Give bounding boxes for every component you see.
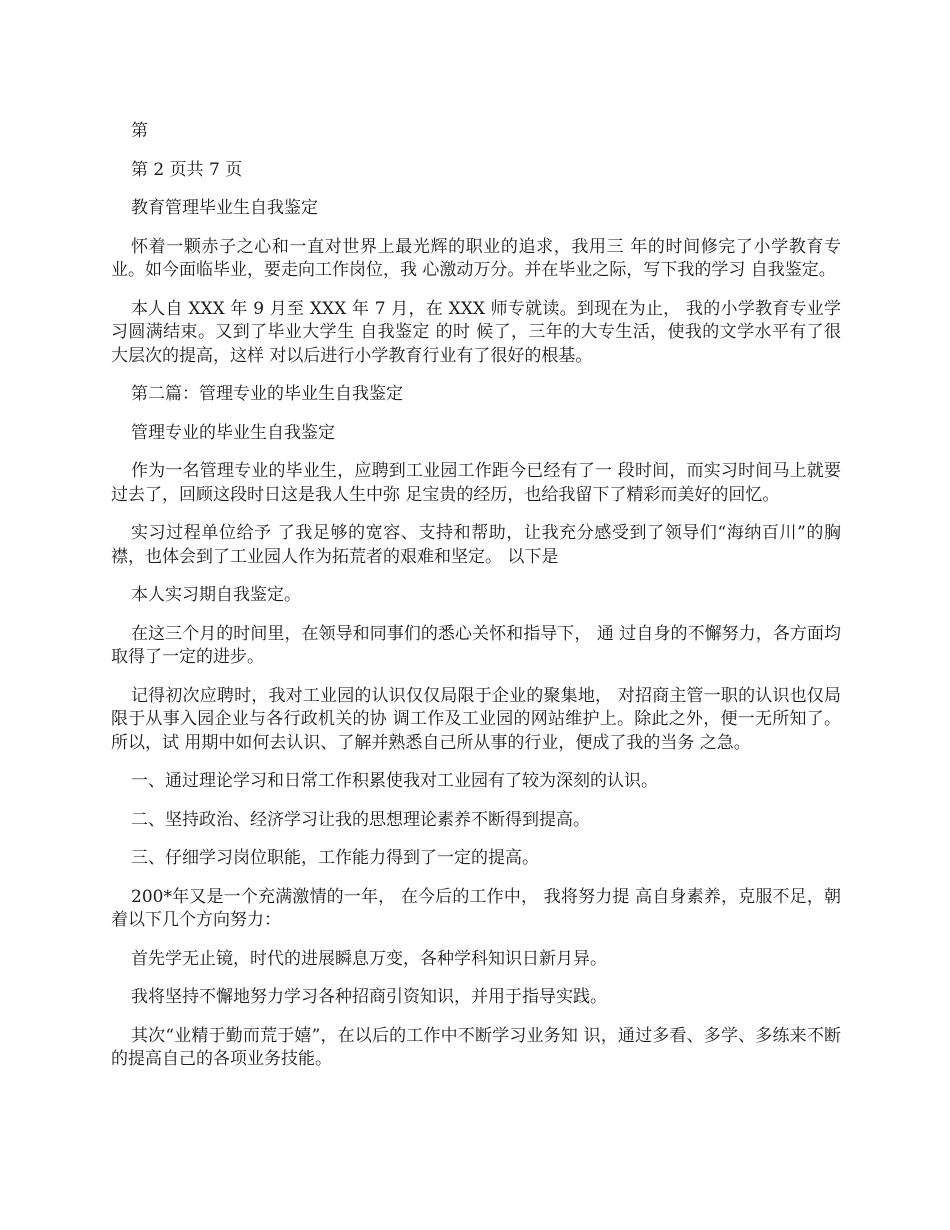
- body-paragraph: 作为一名管理专业的毕业生，应聘到工业园工作距今已经有了一 段时间，而实习时间马上就要过去了，回顾这段时日这是我人生中弥 足宝贵的经历，也给我留下了精彩而美好的回忆。: [111, 461, 841, 505]
- section-title: 教育管理毕业生自我鉴定: [131, 198, 318, 218]
- body-paragraph: 200*年又是一个充满激情的一年， 在今后的工作中， 我将努力提 高自身素养，克服不足，朝着以下几个方向努力：: [111, 886, 841, 930]
- list-item: 一、通过理论学习和日常工作积累使我对工业园有了较为深刻的认识。: [131, 771, 658, 791]
- list-item: 三、仔细学习岗位职能，工作能力得到了一定的提高。: [131, 848, 539, 868]
- body-paragraph: 首先学无止镜，时代的进展瞬息万变，各种学科知识日新月异。: [131, 948, 607, 969]
- body-paragraph: 记得初次应聘时，我对工业园的认识仅仅局限于企业的聚集地， 对招商主管一职的认识也仅局限于从事入园企业与各行政机关的协 调工作及工业园的网站维护上。除此之外，便一无所知了。所以，试 用期中如何去认识、了解并熟悉自己所从事的行业，便成了我的当务 之急。: [111, 685, 841, 753]
- body-paragraph: 在这三个月的时间里，在领导和同事们的悉心关怀和指导下， 通 过自身的不懈努力，各方面均取得了一定的进步。: [111, 623, 841, 667]
- body-paragraph: 本人实习期自我鉴定。: [131, 585, 301, 605]
- list-item: 二、坚持政治、经济学习让我的思想理论素养不断得到提高。: [131, 809, 590, 830]
- body-paragraph: 我将坚持不懈地努力学习各种招商引资知识，并用于指导实践。: [131, 987, 607, 1007]
- body-paragraph: 其次“业精于勤而荒于嬉”，在以后的工作中不断学习业务知 识，通过多看、多学、多练来不断的提高自己的各项业务技能。: [111, 1025, 841, 1069]
- page-marker: 第: [131, 121, 148, 141]
- body-paragraph: 实习过程单位给予 了我足够的宽容、支持和帮助，让我充分感受到了领导们“海纳百川”的胸襟，也体会到了工业园人作为拓荒者的艰难和坚定。 以下是: [111, 523, 841, 567]
- page-number: 第 2 页共 7 页: [131, 159, 243, 180]
- body-paragraph: 怀着一颗赤子之心和一直对世界上最光辉的职业的追求，我用三 年的时间修完了小学教育专业。如今面临毕业，要走向工作岗位，我 心激动万分。并在毕业之际，写下我的学习 自我鉴定。: [111, 236, 841, 280]
- section-heading: 第二篇：管理专业的毕业生自我鉴定: [131, 384, 403, 404]
- document-page: [111, 120, 841, 1087]
- section-title: 管理专业的毕业生自我鉴定: [131, 422, 335, 443]
- body-paragraph: 本人自 XXX 年 9 月至 XXX 年 7 月，在 XXX 师专就读。到现在为止， 我的小学教育专业学习圆满结束。又到了毕业大学生 自我鉴定 的时 候了，三年的大专生活，使我的文学水平有了很大层次的提高，这样 对以后进行小学教育行业有了很好的根基。: [111, 298, 841, 366]
